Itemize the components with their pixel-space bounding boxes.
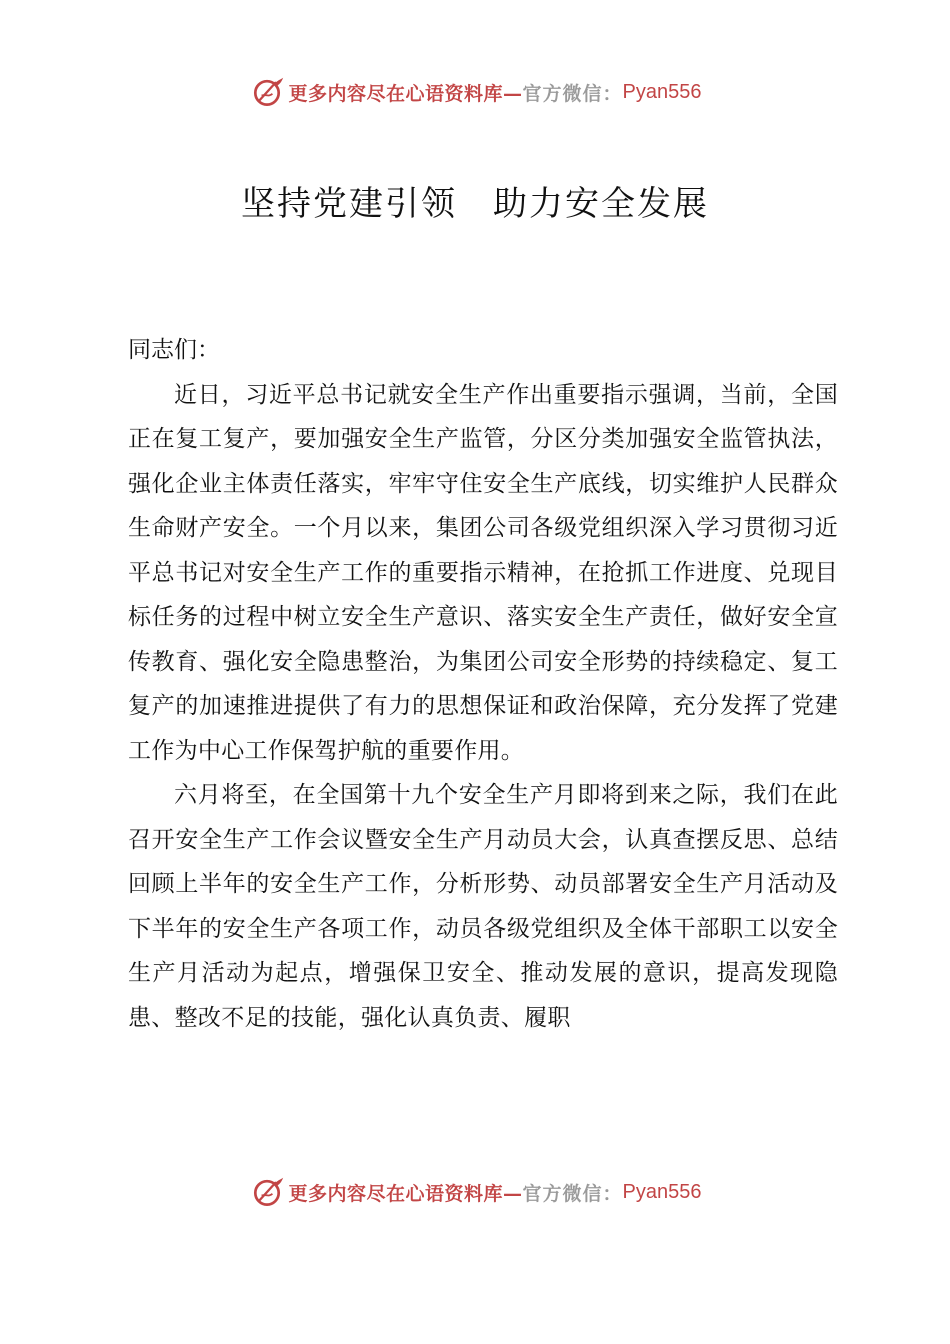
document-body <box>128 328 838 1040</box>
salutation: 同志们： <box>128 337 220 363</box>
watermark-wechat-label: 官方微信： <box>522 1182 623 1205</box>
quill-pen-logo-icon <box>249 74 285 110</box>
paragraph: 近日，习近平总书记就安全生产作出重要指示强调，当前，全国正在复工复产，要加强安全生产监管，分区分类加强安全监管执法，强化企业主体责任落实，牢牢守住安全生产底线，切实维护人民群众生命财产安全。一个月以来，集团公司各级党组织深入学习贯彻习近平总书记对安全生产工作的重要指示精神，在抢抓工作进度、兑现目标任务的过程中树立安全生产意识、落实安全生产责任，做好安全宣传教育、强化安全隐患整治，为集团公司安全形势的持续稳定、复工复产的加速推进提供了有力的思想保证和政治保障，充分发挥了党建工作为中心工作保驾护航的重要作用。 <box>128 381 838 764</box>
watermark-wechat-id: Pyan556 <box>622 80 702 103</box>
watermark-wechat-id: Pyan556 <box>622 1180 702 1203</box>
watermark-wechat-label: 官方微信： <box>522 82 623 105</box>
watermark-text: 更多内容尽在心语资料库— <box>288 82 523 105</box>
header-watermark <box>0 72 950 112</box>
paragraph: 六月将至，在全国第十九个安全生产月即将到来之际，我们在此召开安全生产工作会议暨安全生产月动员大会，认真查摆反思、总结回顾上半年的安全生产工作，分析形势、动员部署安全生产月活动及下半年的安全生产各项工作，动员各级党组织及全体干部职工以安全生产月活动为起点，增强保卫安全、推动发展的意识，提高发现隐患、整改不足的技能，强化认真负责、履职 <box>128 782 838 1031</box>
footer-watermark <box>0 1172 950 1212</box>
watermark-text: 更多内容尽在心语资料库— <box>288 1182 523 1205</box>
quill-pen-logo-icon <box>249 1174 285 1210</box>
document-title: 坚持党建引领 助力安全发展 <box>241 184 709 224</box>
